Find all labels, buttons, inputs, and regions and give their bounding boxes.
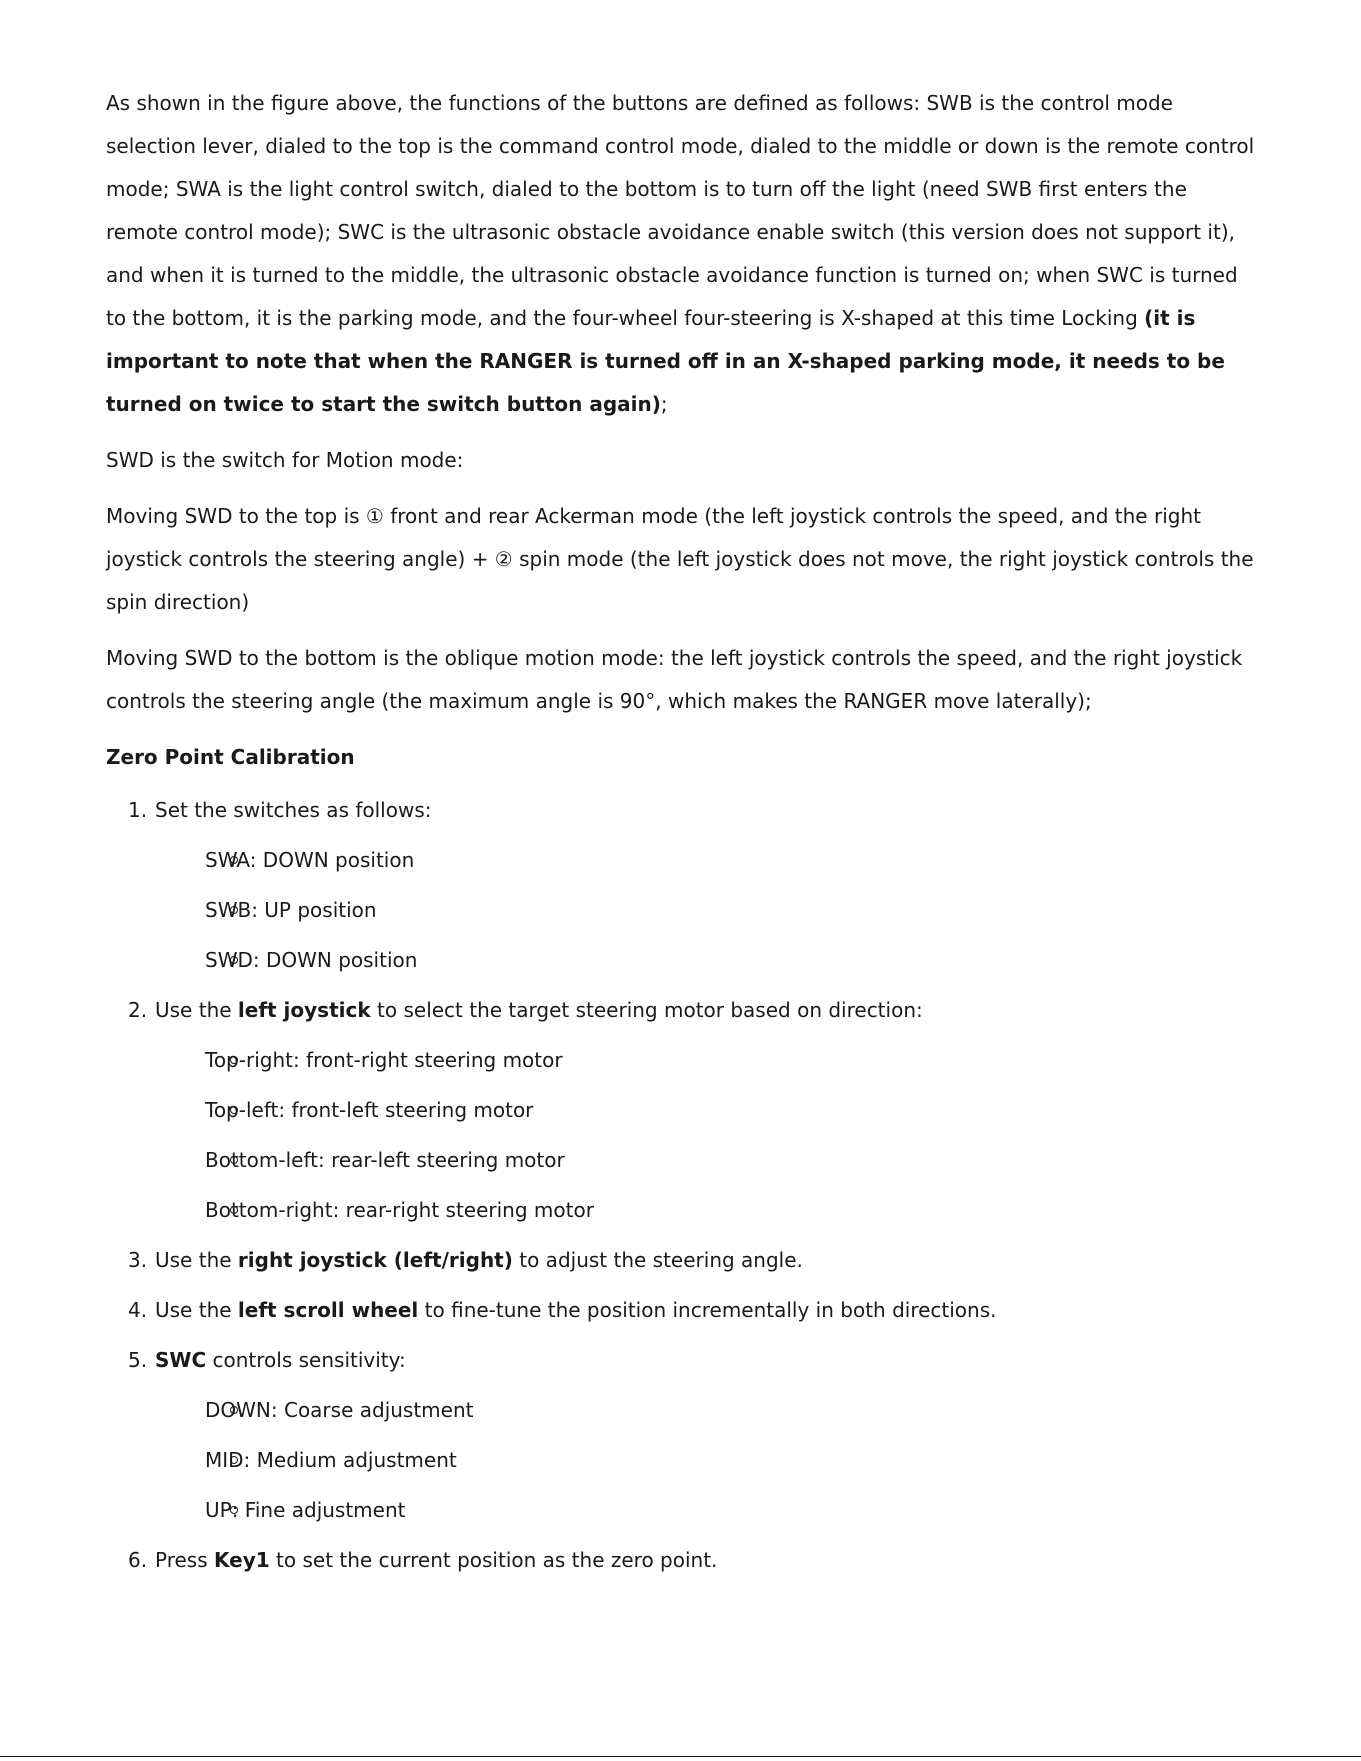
- step-2: 2. Use the left joystick to select the target steering motor based on direction: Top-right: front-right steering motor Top-left: front-left steering motor Bottom-left: rear-left steering motor Bottom-right: rear-right steering motor: [106, 985, 1256, 1235]
- step-keyword: left joystick: [237, 998, 371, 1022]
- list-item: DOWN: Coarse adjustment: [205, 1398, 474, 1422]
- list-item: UP: Fine adjustment: [205, 1498, 406, 1522]
- zero-calibration-heading: Zero Point Calibration: [106, 745, 355, 769]
- list-item: Bottom-right: rear-right steering motor: [205, 1198, 594, 1222]
- step-number: 4.: [128, 1298, 148, 1322]
- list-item: MID: Medium adjustment: [205, 1448, 457, 1472]
- page-bottom-divider: [0, 1756, 1361, 1757]
- step-1-sublist: [155, 835, 1256, 985]
- step-text: Set the switches as follows:: [155, 798, 432, 822]
- swd-top-paragraph: Moving SWD to the top is ① front and rear Ackerman mode (the left joystick controls the speed, and the right joystick controls the steering angle) + ② spin mode (the left joystick does not move, the right joystick controls the spin direction): [106, 504, 1254, 614]
- step-6: 6. Press Key1 to set the current position as the zero point.: [106, 1535, 1256, 1585]
- intro-paragraph-switches: [106, 82, 1256, 426]
- list-item: Top-left: front-left steering motor: [205, 1098, 534, 1122]
- hollow-bullet-icon: [230, 1056, 238, 1064]
- step-number: 1.: [128, 798, 148, 822]
- list-item: Bottom-left: rear-left steering motor: [205, 1148, 565, 1172]
- step-number: 5.: [128, 1348, 148, 1372]
- hollow-bullet-icon: [230, 1156, 238, 1164]
- step-number: 2.: [128, 998, 148, 1022]
- hollow-bullet-icon: [230, 906, 238, 914]
- step-4: 4. Use the left scroll wheel to fine-tune the position incrementally in both directions.: [106, 1285, 1256, 1335]
- step-1: [106, 785, 1256, 985]
- document-page: [106, 82, 1256, 1585]
- list-item: Top-right: front-right steering motor: [205, 1048, 563, 1072]
- hollow-bullet-icon: [230, 1506, 238, 1514]
- list-item: SWB: UP position: [205, 898, 377, 922]
- list-item: SWA: DOWN position: [205, 848, 415, 872]
- step-keyword: right joystick (left/right): [237, 1248, 513, 1272]
- step-number: 6.: [128, 1548, 148, 1572]
- intro-end: ;: [660, 392, 668, 416]
- step-keyword: SWC: [155, 1348, 207, 1372]
- step-keyword: Key1: [214, 1548, 270, 1572]
- step-3: 3. Use the right joystick (left/right) to adjust the steering angle.: [106, 1235, 1256, 1285]
- step-keyword: left scroll wheel: [237, 1298, 419, 1322]
- intro-text: As shown in the figure above, the functions of the buttons are defined as follows: SWB is the control mode selection lever, dialed to the top is the command control mode, dialed to the middle or down is the remote control mode; SWA is the light control switch, dialed to the bottom is to turn off the light (need SWB first enters the remote control mode); SWC is the ultrasonic obstacle avoidance enable switch (this version does not support it), and when it is turned to the middle, the ultrasonic obstacle avoidance function is turned on; when SWC is turned to the bottom, it is the parking mode, and the four-wheel four-steering is X-shaped at this time Locking: [106, 91, 1255, 330]
- hollow-bullet-icon: [230, 1456, 238, 1464]
- swd-bottom-paragraph: Moving SWD to the bottom is the oblique motion mode: the left joystick controls the speed, and the right joystick controls the steering angle (the maximum angle is 90°, which makes the RANGER move laterally);: [106, 646, 1243, 713]
- hollow-bullet-icon: [230, 1206, 238, 1214]
- swd-paragraph: SWD is the switch for Motion mode:: [106, 448, 464, 472]
- step-number: 3.: [128, 1248, 148, 1272]
- step-2-sublist: [155, 1035, 1256, 1235]
- hollow-bullet-icon: [230, 1106, 238, 1114]
- hollow-bullet-icon: [230, 1406, 238, 1414]
- step-5: 5. SWC controls sensitivity: DOWN: Coarse adjustment MID: Medium adjustment UP: Fine adjustment: [106, 1335, 1256, 1535]
- intro-warning: (it is important to note that when the RANGER is turned off in an X-shaped parking mode, it needs to be turned on twice to start the switch button again): [106, 306, 1225, 416]
- list-item: SWD: DOWN position: [205, 948, 418, 972]
- hollow-bullet-icon: [230, 956, 238, 964]
- step-5-sublist: [155, 1385, 1256, 1535]
- calibration-steps: [106, 785, 1256, 1585]
- hollow-bullet-icon: [230, 856, 238, 864]
